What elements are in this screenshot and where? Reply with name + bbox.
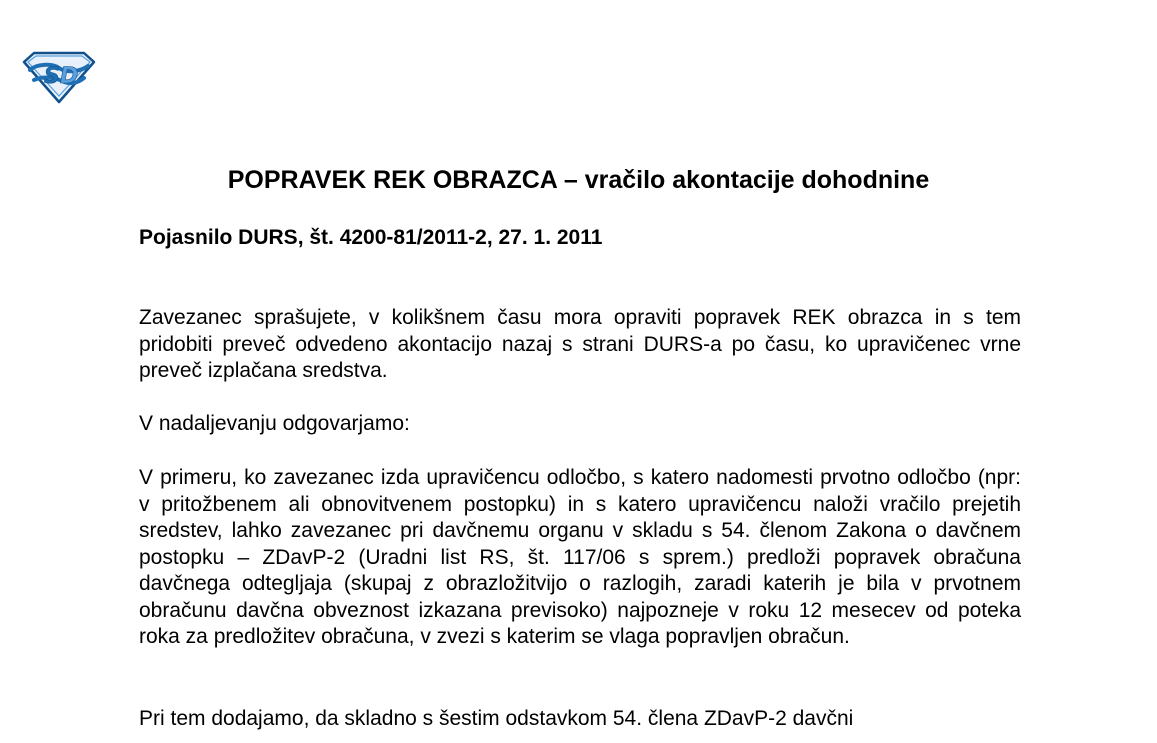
paragraph-addendum: Pri tem dodajamo, da skladno s šestim odstavkom 54. člena ZDavP-2 davčni xyxy=(139,707,854,730)
document-subtitle: Pojasnilo DURS, št. 4200-81/2011-2, 27. 1. 2011 xyxy=(139,226,603,249)
paragraph-answer-intro: V nadaljevanju odgovarjamo: xyxy=(139,412,410,435)
document-title: POPRAVEK REK OBRAZCA – vračilo akontacije dohodnine xyxy=(227,166,930,194)
sd-diamond-logo-icon xyxy=(22,50,96,104)
svg-text:D: D xyxy=(60,64,79,89)
paragraph-answer-body: V primeru, ko zavezanec izda upravičencu odločbo, s katero nadomesti prvotno odločbo (npr: v pritožbenem ali obnovitvenem postopku) in s katero upravičencu naloži vračilo prejetih sredstev, lahko zavezanec pri davčnemu organu v skladu s 54. členom Zakona o davčnem postopku – ZDavP-2 (Uradni list RS, št. 117/06 s sprem.) predloži popravek obračuna davčnega odtegljaja (skupaj z obrazložitvijo o razlogih, zaradi katerih je bila v prvotnem obračunu davčna obveznost izkazana previsoko) najpozneje v roku 12 mesecev od poteka roka za predložitev obračuna, v zvezi s katerim se vlaga popravljen obračun. xyxy=(139,466,1021,648)
svg-text:S: S xyxy=(44,64,60,89)
paragraph-question: Zavezanec sprašujete, v kolikšnem času mora opraviti popravek REK obrazca in s tem pridobiti preveč odvedeno akontacijo nazaj s strani DURS-a po času, ko upravičenec vrne preveč izplačana sredstva. xyxy=(139,306,1021,382)
